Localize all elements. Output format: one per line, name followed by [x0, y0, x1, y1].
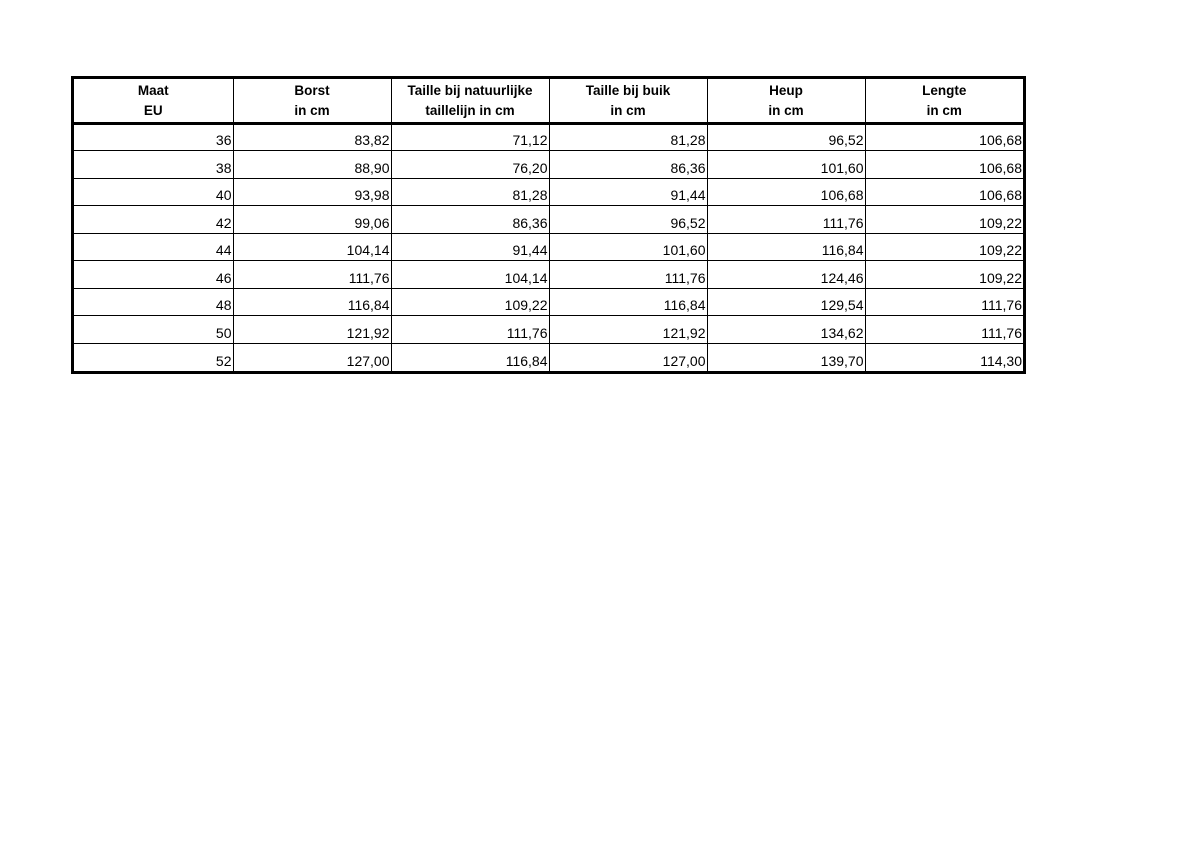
cell-length: 111,76 — [865, 316, 1023, 344]
cell-hip: 129,54 — [707, 288, 865, 316]
cell-natural-waist: 86,36 — [391, 206, 549, 234]
cell-natural-waist: 76,20 — [391, 151, 549, 179]
cell-size: 48 — [74, 288, 233, 316]
table-row — [74, 288, 1023, 316]
cell-chest: 99,06 — [233, 206, 391, 234]
cell-chest: 116,84 — [233, 288, 391, 316]
header-size-eu — [74, 79, 233, 123]
cell-length: 109,22 — [865, 206, 1023, 234]
table-row — [74, 206, 1023, 234]
table-row — [74, 343, 1023, 371]
header-label-line1: Taille bij natuurlijke — [407, 82, 533, 98]
header-label-line2: in cm — [294, 102, 330, 118]
cell-chest: 83,82 — [233, 123, 391, 151]
table-row — [74, 178, 1023, 206]
cell-size: 42 — [74, 206, 233, 234]
cell-belly-waist: 101,60 — [549, 233, 707, 261]
header-natural-waist — [391, 79, 549, 123]
table-row — [74, 261, 1023, 289]
header-label-line2: in cm — [926, 102, 962, 118]
cell-length: 111,76 — [865, 288, 1023, 316]
cell-belly-waist: 116,84 — [549, 288, 707, 316]
cell-hip: 106,68 — [707, 178, 865, 206]
cell-length: 109,22 — [865, 261, 1023, 289]
cell-chest: 93,98 — [233, 178, 391, 206]
header-label-line1: Lengte — [922, 82, 967, 98]
cell-hip: 124,46 — [707, 261, 865, 289]
header-chest — [233, 79, 391, 123]
cell-hip: 139,70 — [707, 343, 865, 371]
cell-belly-waist: 111,76 — [549, 261, 707, 289]
cell-belly-waist: 81,28 — [549, 123, 707, 151]
header-length — [865, 79, 1023, 123]
cell-chest: 104,14 — [233, 233, 391, 261]
cell-chest: 111,76 — [233, 261, 391, 289]
header-label-line2: in cm — [610, 102, 646, 118]
cell-hip: 116,84 — [707, 233, 865, 261]
table-row — [74, 151, 1023, 179]
header-label-line2: taillelijn in cm — [425, 102, 515, 118]
header-label-line1: Maat — [137, 82, 169, 98]
cell-chest: 121,92 — [233, 316, 391, 344]
cell-natural-waist: 71,12 — [391, 123, 549, 151]
cell-belly-waist: 96,52 — [549, 206, 707, 234]
cell-natural-waist: 116,84 — [391, 343, 549, 371]
cell-size: 46 — [74, 261, 233, 289]
cell-hip: 111,76 — [707, 206, 865, 234]
cell-size: 38 — [74, 151, 233, 179]
cell-belly-waist: 127,00 — [549, 343, 707, 371]
cell-natural-waist: 104,14 — [391, 261, 549, 289]
cell-chest: 127,00 — [233, 343, 391, 371]
cell-length: 109,22 — [865, 233, 1023, 261]
cell-length: 106,68 — [865, 123, 1023, 151]
header-belly-waist — [549, 79, 707, 123]
table-row — [74, 316, 1023, 344]
cell-length: 106,68 — [865, 178, 1023, 206]
cell-size: 40 — [74, 178, 233, 206]
cell-natural-waist: 111,76 — [391, 316, 549, 344]
cell-size: 52 — [74, 343, 233, 371]
cell-size: 44 — [74, 233, 233, 261]
size-chart-table-frame — [71, 76, 1026, 374]
header-label-line2: EU — [143, 102, 163, 118]
cell-natural-waist: 91,44 — [391, 233, 549, 261]
header-label-line2: in cm — [768, 102, 804, 118]
cell-natural-waist: 109,22 — [391, 288, 549, 316]
cell-length: 114,30 — [865, 343, 1023, 371]
cell-hip: 134,62 — [707, 316, 865, 344]
cell-size: 50 — [74, 316, 233, 344]
cell-belly-waist: 91,44 — [549, 178, 707, 206]
cell-size: 36 — [74, 123, 233, 151]
cell-natural-waist: 81,28 — [391, 178, 549, 206]
size-chart-table — [74, 79, 1023, 371]
cell-hip: 96,52 — [707, 123, 865, 151]
header-label-line1: Heup — [769, 82, 803, 98]
header-label-line1: Borst — [294, 82, 330, 98]
cell-chest: 88,90 — [233, 151, 391, 179]
cell-belly-waist: 86,36 — [549, 151, 707, 179]
cell-length: 106,68 — [865, 151, 1023, 179]
table-row — [74, 233, 1023, 261]
header-label-line1: Taille bij buik — [585, 82, 671, 98]
table-row — [74, 123, 1023, 151]
header-hip — [707, 79, 865, 123]
header-row — [74, 79, 1023, 123]
cell-hip: 101,60 — [707, 151, 865, 179]
cell-belly-waist: 121,92 — [549, 316, 707, 344]
